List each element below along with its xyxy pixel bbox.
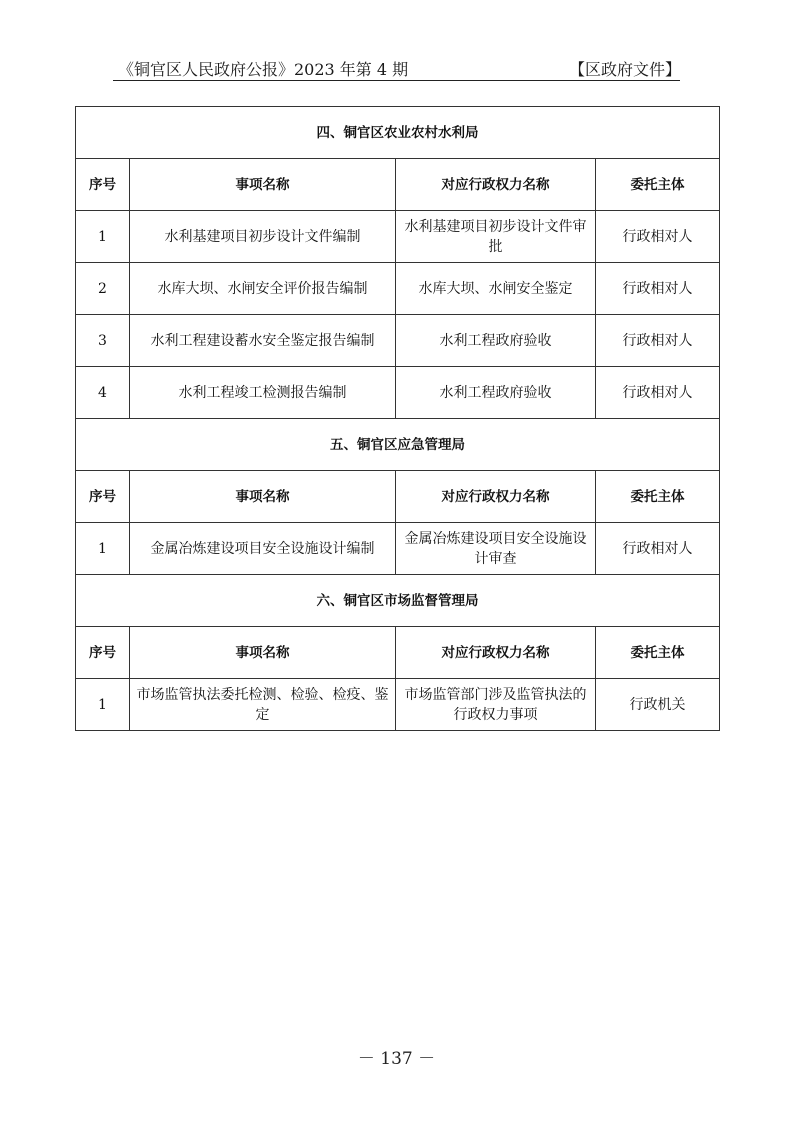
cell-entrust: 行政相对人 — [596, 315, 720, 367]
column-header-entrust: 委托主体 — [596, 627, 720, 679]
cell-item: 水库大坝、水闸安全评价报告编制 — [130, 263, 396, 315]
header-rule — [113, 80, 680, 81]
table-row — [76, 263, 720, 315]
cell-no: 2 — [76, 263, 130, 315]
cell-entrust: 行政相对人 — [596, 211, 720, 263]
cell-entrust: 行政相对人 — [596, 367, 720, 419]
cell-item: 金属冶炼建设项目安全设施设计编制 — [130, 523, 396, 575]
delegation-table — [75, 106, 720, 731]
column-header-power: 对应行政权力名称 — [396, 471, 596, 523]
column-header-row — [76, 159, 720, 211]
cell-item: 水利基建项目初步设计文件编制 — [130, 211, 396, 263]
section-title: 六、铜官区市场监督管理局 — [76, 575, 720, 627]
page-number: － 137 － — [357, 1049, 436, 1069]
column-header-row — [76, 627, 720, 679]
column-header-item: 事项名称 — [130, 627, 396, 679]
table-row — [76, 315, 720, 367]
cell-entrust: 行政机关 — [596, 679, 720, 731]
section-title: 五、铜官区应急管理局 — [76, 419, 720, 471]
header-section-tag: 【区政府文件】 — [568, 59, 681, 79]
section-row — [76, 419, 720, 471]
column-header-no: 序号 — [76, 471, 130, 523]
cell-power: 金属冶炼建设项目安全设施设计审查 — [396, 523, 596, 575]
cell-power: 市场监管部门涉及监管执法的行政权力事项 — [396, 679, 596, 731]
column-header-item: 事项名称 — [130, 159, 396, 211]
table-row — [76, 523, 720, 575]
cell-power: 水库大坝、水闸安全鉴定 — [396, 263, 596, 315]
cell-no: 1 — [76, 523, 130, 575]
page-header — [118, 56, 681, 80]
section-title: 四、铜官区农业农村水利局 — [76, 107, 720, 159]
column-header-entrust: 委托主体 — [596, 471, 720, 523]
column-header-power: 对应行政权力名称 — [396, 627, 596, 679]
cell-item: 水利工程竣工检测报告编制 — [130, 367, 396, 419]
cell-no: 1 — [76, 679, 130, 731]
cell-item: 市场监管执法委托检测、检验、检疫、鉴定 — [130, 679, 396, 731]
cell-power: 水利基建项目初步设计文件审批 — [396, 211, 596, 263]
column-header-row — [76, 471, 720, 523]
table-row — [76, 367, 720, 419]
column-header-power: 对应行政权力名称 — [396, 159, 596, 211]
table-row — [76, 211, 720, 263]
section-row — [76, 107, 720, 159]
cell-item: 水利工程建设蓄水安全鉴定报告编制 — [130, 315, 396, 367]
column-header-no: 序号 — [76, 159, 130, 211]
header-journal-title: 《铜官区人民政府公报》2023 年第 4 期 — [118, 59, 409, 79]
column-header-item: 事项名称 — [130, 471, 396, 523]
cell-no: 3 — [76, 315, 130, 367]
cell-no: 1 — [76, 211, 130, 263]
cell-entrust: 行政相对人 — [596, 263, 720, 315]
cell-power: 水利工程政府验收 — [396, 367, 596, 419]
cell-entrust: 行政相对人 — [596, 523, 720, 575]
table-row — [76, 679, 720, 731]
section-row — [76, 575, 720, 627]
column-header-no: 序号 — [76, 627, 130, 679]
cell-no: 4 — [76, 367, 130, 419]
cell-power: 水利工程政府验收 — [396, 315, 596, 367]
column-header-entrust: 委托主体 — [596, 159, 720, 211]
